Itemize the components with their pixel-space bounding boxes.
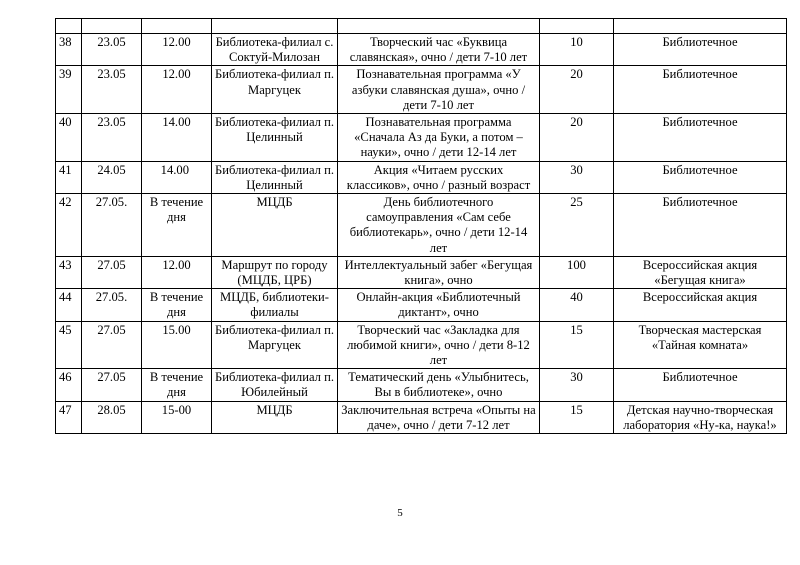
cell-number: 38 (56, 34, 82, 66)
cell-place: МЦДБ (212, 194, 338, 257)
cell-time: В течение дня (142, 369, 212, 401)
table-row (56, 161, 787, 193)
table-row (56, 401, 787, 433)
cell-time: 12.00 (142, 34, 212, 66)
cell-participants: 20 (540, 114, 614, 162)
cell-type: Библиотечное (614, 34, 787, 66)
cell-number: 41 (56, 161, 82, 193)
table-header-spacer-row (56, 19, 787, 34)
cell-participants: 30 (540, 369, 614, 401)
cell-number: 44 (56, 289, 82, 321)
table-row (56, 321, 787, 369)
cell-type: Библиотечное (614, 161, 787, 193)
cell-date: 27.05. (82, 194, 142, 257)
cell-participants: 25 (540, 194, 614, 257)
cell-date: 23.05 (82, 34, 142, 66)
cell-event: Тематический день «Улыбнитесь, Вы в библиотеке», очно (338, 369, 540, 401)
cell-type: Детская научно-творческая лаборатория «Ну-ка, наука!» (614, 401, 787, 433)
cell-time: 15-00 (142, 401, 212, 433)
cell-place: Библиотека-филиал с. Соктуй-Милозан (212, 34, 338, 66)
cell-place: Библиотека-филиал п. Маргуцек (212, 321, 338, 369)
page-number: 5 (397, 507, 403, 519)
table-row (56, 256, 787, 288)
cell-event: Творческий час «Буквица славянская», очно / дети 7-10 лет (338, 34, 540, 66)
cell-date: 27.05 (82, 369, 142, 401)
cell-date: 23.05 (82, 114, 142, 162)
cell-place: МЦДБ (212, 401, 338, 433)
cell-time: 14.00 (142, 114, 212, 162)
table-row (56, 66, 787, 114)
cell-event: Познавательная программа «Сначала Аз да Буки, а потом – науки», очно / дети 12-14 лет (338, 114, 540, 162)
cell-type: Всероссийская акция (614, 289, 787, 321)
cell-date: 27.05 (82, 256, 142, 288)
cell-participants: 40 (540, 289, 614, 321)
cell-event: Интеллектуальный забег «Бегущая книга», очно (338, 256, 540, 288)
cell-type: Библиотечное (614, 66, 787, 114)
cell-number: 39 (56, 66, 82, 114)
cell-participants: 20 (540, 66, 614, 114)
cell-type: Творческая мастерская «Тайная комната» (614, 321, 787, 369)
table-row (56, 34, 787, 66)
cell-participants: 100 (540, 256, 614, 288)
cell-time: В течение дня (142, 289, 212, 321)
cell-time: 15.00 (142, 321, 212, 369)
cell-event: Онлайн-акция «Библиотечный диктант», очно (338, 289, 540, 321)
cell-number: 46 (56, 369, 82, 401)
cell-participants: 15 (540, 401, 614, 433)
cell-number: 40 (56, 114, 82, 162)
cell-number: 45 (56, 321, 82, 369)
cell-date: 27.05 (82, 321, 142, 369)
cell-time: 14.00 (142, 161, 212, 193)
table-row (56, 289, 787, 321)
cell-participants: 10 (540, 34, 614, 66)
cell-place: Библиотека-филиал п. Целинный (212, 161, 338, 193)
cell-number: 42 (56, 194, 82, 257)
events-table (55, 18, 787, 434)
cell-participants: 30 (540, 161, 614, 193)
cell-time: В течение дня (142, 194, 212, 257)
table-row (56, 369, 787, 401)
cell-event: Акция «Читаем русских классиков», очно / разный возраст (338, 161, 540, 193)
cell-number: 47 (56, 401, 82, 433)
cell-event: День библиотечного самоуправления «Сам себе библиотекарь», очно / дети 12-14 лет (338, 194, 540, 257)
cell-place: МЦДБ, библиотеки-филиалы (212, 289, 338, 321)
cell-date: 23.05 (82, 66, 142, 114)
table-row (56, 194, 787, 257)
cell-place: Библиотека-филиал п. Целинный (212, 114, 338, 162)
cell-event: Заключительная встреча «Опыты на даче», очно / дети 7-12 лет (338, 401, 540, 433)
cell-type: Библиотечное (614, 194, 787, 257)
cell-type: Библиотечное (614, 114, 787, 162)
cell-type: Всероссийская акция «Бегущая книга» (614, 256, 787, 288)
cell-event: Творческий час «Закладка для любимой книги», очно / дети 8-12 лет (338, 321, 540, 369)
cell-participants: 15 (540, 321, 614, 369)
cell-time: 12.00 (142, 256, 212, 288)
table-row (56, 114, 787, 162)
cell-place: Библиотека-филиал п. Юбилейный (212, 369, 338, 401)
cell-type: Библиотечное (614, 369, 787, 401)
cell-date: 27.05. (82, 289, 142, 321)
cell-number: 43 (56, 256, 82, 288)
cell-place: Библиотека-филиал п. Маргуцек (212, 66, 338, 114)
cell-place: Маршрут по городу (МЦДБ, ЦРБ) (212, 256, 338, 288)
cell-event: Познавательная программа «У азбуки славянская душа», очно / дети 7-10 лет (338, 66, 540, 114)
cell-date: 24.05 (82, 161, 142, 193)
cell-date: 28.05 (82, 401, 142, 433)
cell-time: 12.00 (142, 66, 212, 114)
